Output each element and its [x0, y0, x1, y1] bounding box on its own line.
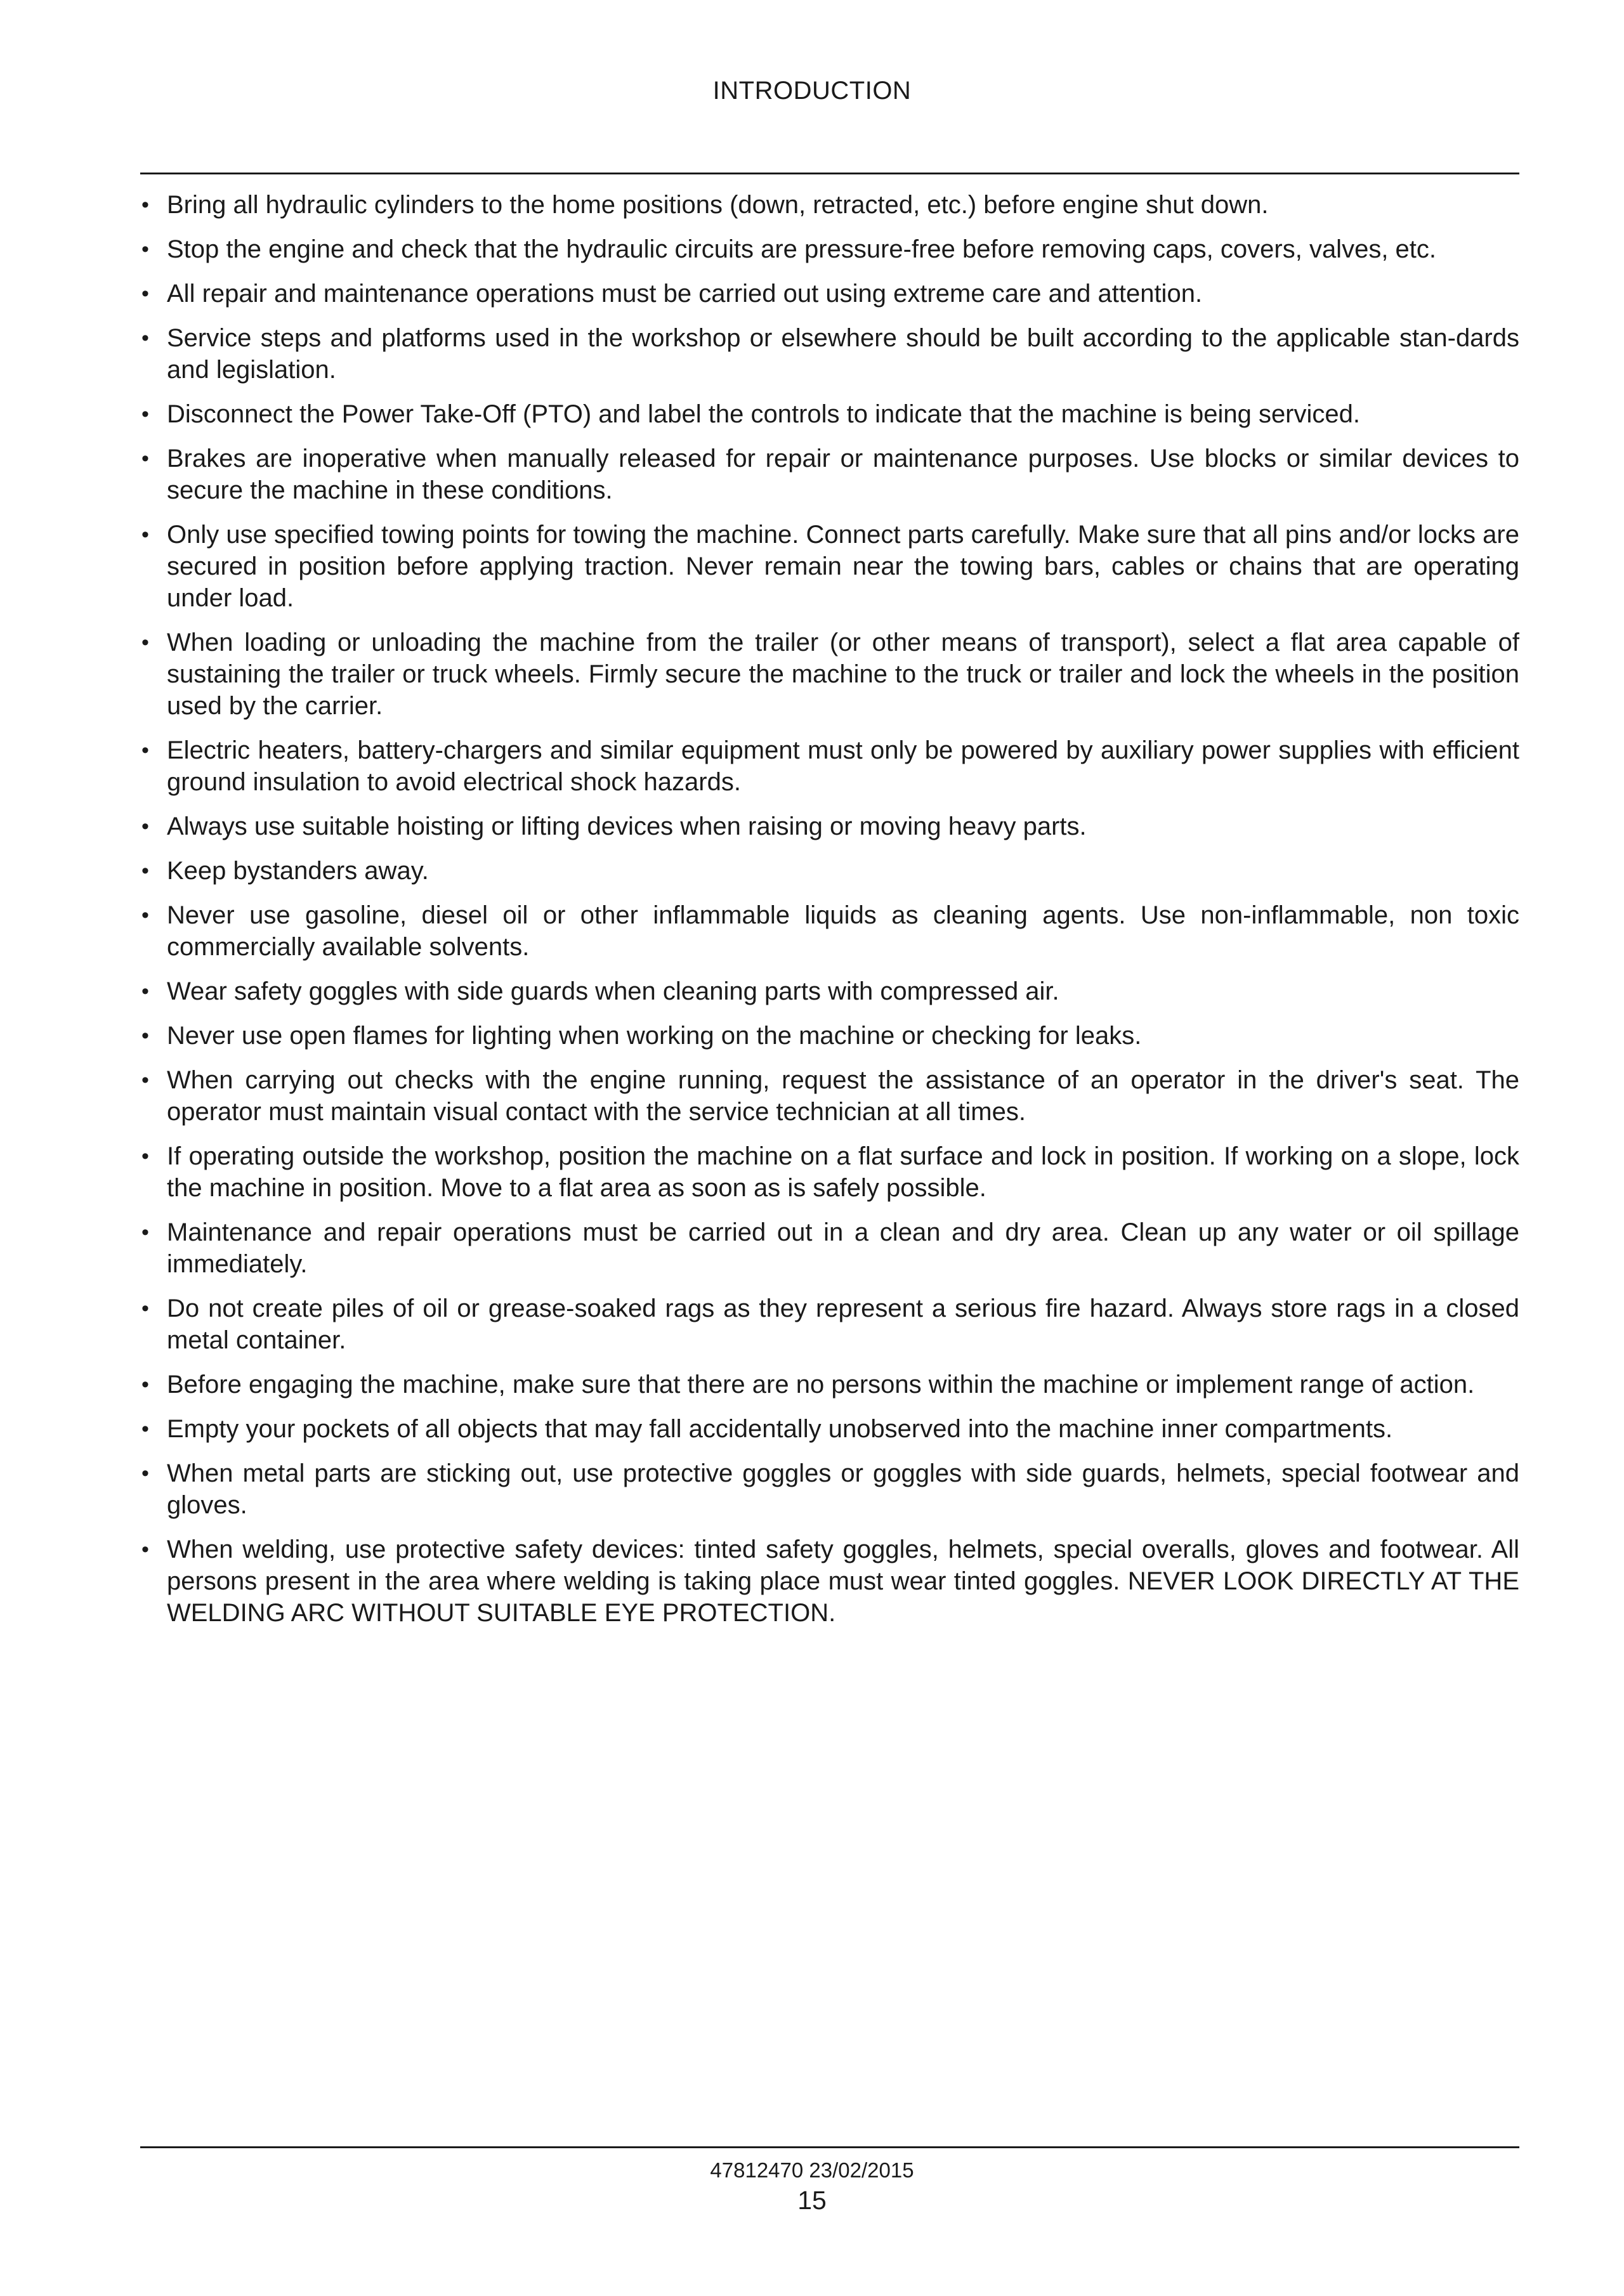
bullet-icon: • [141, 1220, 149, 1244]
bullet-icon: • [141, 193, 149, 217]
bullet-icon: • [141, 402, 149, 426]
list-item [140, 855, 1519, 887]
list-item-text: Only use specified towing points for towing the machine. Connect parts carefully. Make sure that all pins and/or locks are secured in position before applying traction. Never remain near the towing bars, cables or chains that are operating under load. [167, 521, 1519, 612]
bullet-icon: • [141, 1024, 149, 1048]
page-content [140, 189, 1519, 1641]
bullet-icon: • [141, 1068, 149, 1092]
list-item-text: Keep bystanders away. [167, 857, 429, 885]
list-item [140, 1293, 1519, 1356]
list-item [140, 189, 1519, 221]
safety-bullet-list [140, 189, 1519, 1629]
bullet-icon: • [141, 1461, 149, 1485]
list-item-text: Before engaging the machine, make sure that there are no persons within the machine or implement range of action. [167, 1371, 1475, 1399]
bullet-icon: • [141, 1417, 149, 1441]
list-item-text: All repair and maintenance operations must be carried out using extreme care and attention. [167, 280, 1203, 308]
list-item-text: Empty your pockets of all objects that may fall accidentally unobserved into the machine inner compartments. [167, 1415, 1393, 1443]
list-item-text: Wear safety goggles with side guards when cleaning parts with compressed air. [167, 977, 1059, 1005]
bullet-icon: • [141, 237, 149, 261]
bullet-icon: • [141, 630, 149, 655]
bullet-icon: • [141, 523, 149, 547]
list-item [140, 398, 1519, 430]
list-item [140, 278, 1519, 310]
bullet-icon: • [141, 814, 149, 838]
list-item [140, 233, 1519, 265]
list-item-text: Brakes are inoperative when manually released for repair or maintenance purposes. Use blocks or similar devices to secure the machine in these conditions. [167, 445, 1519, 504]
list-item [140, 1458, 1519, 1521]
list-item [140, 1413, 1519, 1445]
bullet-icon: • [141, 447, 149, 471]
list-item-text: Always use suitable hoisting or lifting devices when raising or moving heavy parts. [167, 812, 1087, 840]
bullet-icon: • [141, 859, 149, 883]
footer-page-number: 15 [797, 2186, 827, 2215]
list-item [140, 627, 1519, 722]
list-item-text: Maintenance and repair operations must be carried out in a clean and dry area. Clean up any water or oil spillage immediately. [167, 1218, 1519, 1278]
list-item [140, 1064, 1519, 1128]
bullet-icon: • [141, 738, 149, 762]
page-header-title: INTRODUCTION [712, 77, 912, 105]
header-rule [140, 173, 1519, 174]
list-item-text: Never use open flames for lighting when working on the machine or checking for leaks. [167, 1022, 1142, 1050]
bullet-icon: • [141, 282, 149, 306]
list-item [140, 1020, 1519, 1052]
bullet-icon: • [141, 326, 149, 350]
list-item-text: If operating outside the workshop, position the machine on a flat surface and lock in position. If working on a slope, lock the machine in position. Move to a flat area as soon as is safely possible. [167, 1142, 1519, 1202]
footer-rule [140, 2146, 1519, 2148]
list-item [140, 899, 1519, 963]
list-item-text: Never use gasoline, diesel oil or other inflammable liquids as cleaning agents. Use non-inflammable, non toxic commercially available solvents. [167, 901, 1519, 961]
list-item-text: Service steps and platforms used in the workshop or elsewhere should be built according to the applicable stan-dards and legislation. [167, 324, 1519, 384]
list-item [140, 734, 1519, 798]
list-item-text: When loading or unloading the machine from the trailer (or other means of transport), select a flat area capable of sustaining the trailer or truck wheels. Firmly secure the machine to the truck or trailer and lock the wheels in the position used by the carrier. [167, 629, 1519, 720]
list-item-text: When carrying out checks with the engine running, request the assistance of an operator in the driver's seat. The operator must maintain visual contact with the service technician at all times. [167, 1066, 1519, 1126]
bullet-icon: • [141, 1144, 149, 1168]
list-item-text: Disconnect the Power Take-Off (PTO) and label the controls to indicate that the machine is being serviced. [167, 400, 1360, 428]
list-item [140, 811, 1519, 842]
list-item-text: When welding, use protective safety devices: tinted safety goggles, helmets, special overalls, gloves and footwear. All persons present in the area where welding is taking place must wear tinted goggles. NEVER LOOK DIRECTLY AT THE WELDING ARC WITHOUT SUITABLE EYE PROTECTION. [167, 1536, 1519, 1627]
bullet-icon: • [141, 979, 149, 1003]
bullet-icon: • [141, 1537, 149, 1562]
list-item [140, 1369, 1519, 1400]
list-item-text: Do not create piles of oil or grease-soaked rags as they represent a serious fire hazard. Always store rags in a closed metal container. [167, 1295, 1519, 1354]
list-item [140, 1534, 1519, 1629]
list-item [140, 443, 1519, 506]
bullet-icon: • [141, 1296, 149, 1321]
list-item [140, 519, 1519, 614]
list-item [140, 1216, 1519, 1280]
list-item [140, 975, 1519, 1007]
list-item-text: When metal parts are sticking out, use protective goggles or goggles with side guards, helmets, special footwear and gloves. [167, 1459, 1519, 1519]
bullet-icon: • [141, 903, 149, 927]
list-item-text: Electric heaters, battery-chargers and similar equipment must only be powered by auxiliary power supplies with efficient ground insulation to avoid electrical shock hazards. [167, 736, 1519, 796]
bullet-icon: • [141, 1373, 149, 1397]
footer-document-reference: 47812470 23/02/2015 [710, 2158, 914, 2182]
list-item [140, 322, 1519, 386]
list-item-text: Stop the engine and check that the hydraulic circuits are pressure-free before removing caps, covers, valves, etc. [167, 235, 1437, 263]
list-item [140, 1140, 1519, 1204]
list-item-text: Bring all hydraulic cylinders to the home positions (down, retracted, etc.) before engine shut down. [167, 191, 1269, 219]
